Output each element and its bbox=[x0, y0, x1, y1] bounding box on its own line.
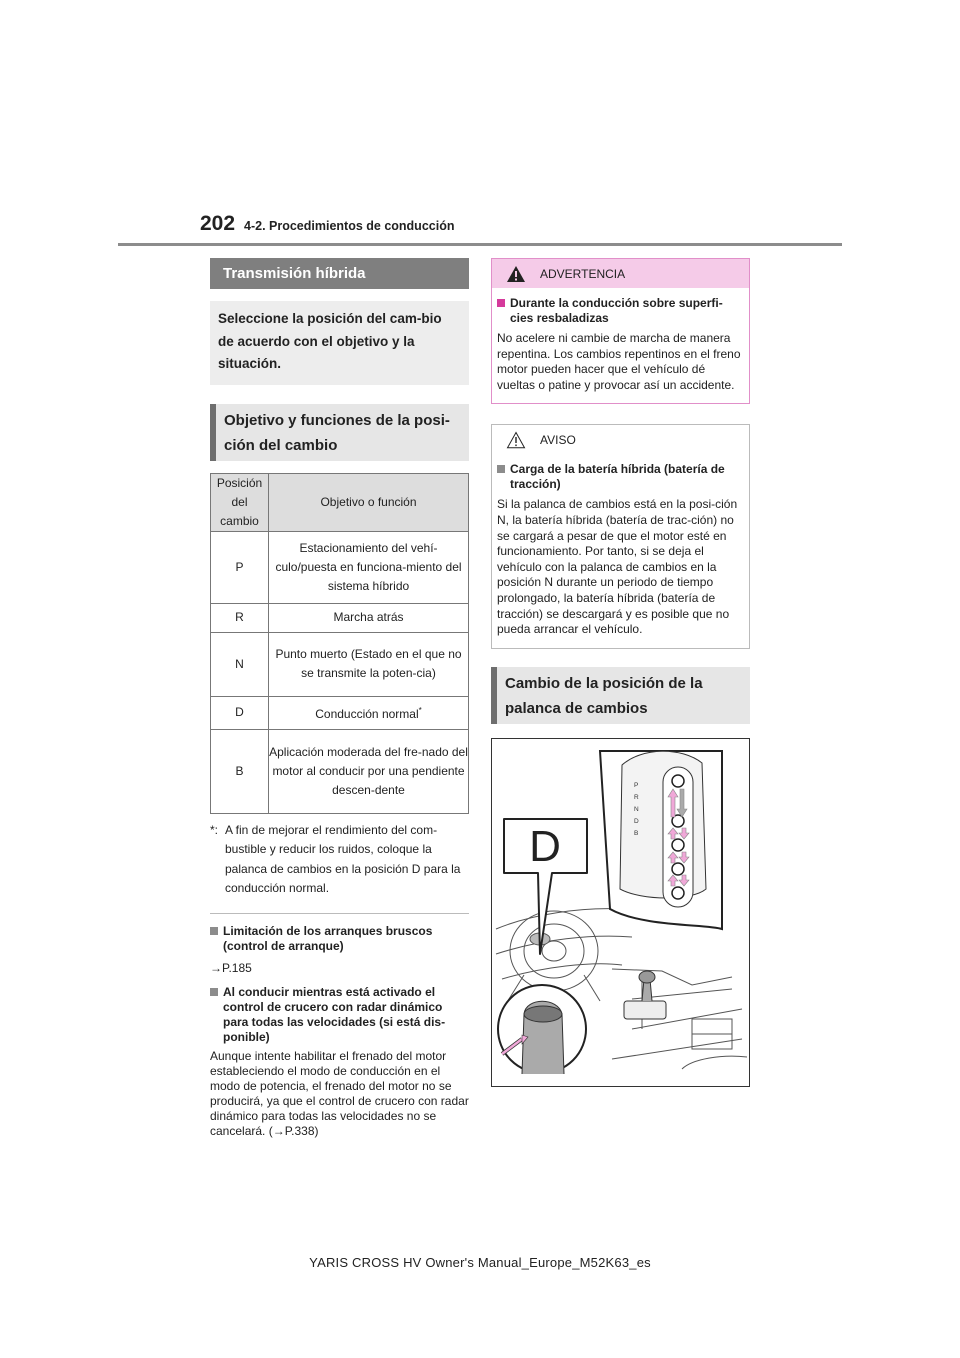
gate-label-n: N bbox=[634, 805, 639, 813]
table-row bbox=[211, 603, 469, 632]
table-cell-position: N bbox=[211, 632, 269, 696]
chapter-title: 4-2. Procedimientos de conducción bbox=[244, 219, 455, 233]
table-cell-function: Estacionamiento del vehí-culo/puesta en funciona-miento del sistema híbrido bbox=[269, 531, 469, 603]
shift-lever-illustration bbox=[491, 738, 750, 1087]
left-column bbox=[210, 258, 469, 1139]
shift-position-table bbox=[210, 473, 469, 814]
table-row bbox=[211, 531, 469, 603]
table-cell-position: R bbox=[211, 603, 269, 632]
table-cell-function-text: Conducción normal bbox=[315, 707, 419, 721]
table-cell-function: Punto muerto (Estado en el que no se transmite la poten-cia) bbox=[269, 632, 469, 696]
table-cell-position: B bbox=[211, 729, 269, 813]
footnote-text: A fin de mejorar el rendimiento del com-bustible y reducir los ruidos, coloque la palanca de cambios en la posición D para la conducción normal. bbox=[225, 822, 461, 895]
right-column bbox=[491, 258, 750, 1087]
warning-heading bbox=[497, 296, 744, 326]
gate-label-b: B bbox=[634, 829, 639, 837]
table-cell-position: P bbox=[211, 531, 269, 603]
console-shift-lever-drawing bbox=[624, 971, 666, 1019]
table-row bbox=[211, 632, 469, 696]
table-header-position: Posición del cambio bbox=[211, 473, 269, 531]
table-footnote bbox=[210, 821, 469, 899]
notice-heading bbox=[497, 462, 744, 492]
square-bullet-icon bbox=[210, 927, 218, 935]
footnote-reference: * bbox=[418, 706, 422, 715]
table-row bbox=[211, 696, 469, 729]
page-reference-link[interactable]: →P.185 bbox=[210, 960, 252, 975]
notice-heading-text: Carga de la batería híbrida (batería de tracción) bbox=[510, 462, 725, 492]
notice-box bbox=[491, 424, 750, 648]
page-number: 202 bbox=[200, 212, 236, 235]
gate-label-d: D bbox=[634, 817, 639, 825]
shift-gate-panel bbox=[600, 751, 722, 929]
table-row bbox=[211, 729, 469, 813]
item-heading-text: Limitación de los arranques bruscos (control de arranque) bbox=[223, 923, 433, 953]
table-cell-function bbox=[269, 696, 469, 729]
square-bullet-icon bbox=[497, 465, 505, 473]
shift-knob-zoom-circle bbox=[498, 985, 586, 1074]
item-heading bbox=[210, 985, 469, 1045]
gate-label-p: P bbox=[634, 781, 639, 789]
square-bullet-icon bbox=[497, 299, 505, 307]
item-body-text: Aunque intente habilitar el frenado del motor estableciendo el modo de conducción en el modo de potencia, el frenado del motor no se producirá, ya que el control de crucero con radar dinámico para todas las velocidades no se cancelará. (→P.338) bbox=[210, 1048, 469, 1138]
header-rule bbox=[118, 243, 842, 246]
section-title-bar: Transmisión híbrida bbox=[210, 258, 469, 289]
warning-triangle-icon bbox=[506, 265, 526, 283]
lead-text-box: Seleccione la posición del cam-bio de acuerdo con el objetivo y la situación. bbox=[210, 301, 469, 385]
footnote-mark: *: bbox=[210, 822, 219, 837]
section-divider bbox=[210, 913, 469, 914]
warning-body: No acelere ni cambie de marcha de manera repentina. Los cambios repentinos en el freno motor pueden hacer que el vehículo dé vueltas o patine y provocar así un accidente. bbox=[497, 331, 741, 392]
notice-content bbox=[492, 454, 749, 647]
table-cell-position: D bbox=[211, 696, 269, 729]
callout-d-letter: D bbox=[529, 821, 561, 871]
warning-box bbox=[491, 258, 750, 404]
square-bullet-icon bbox=[210, 988, 218, 996]
footer-text: YARIS CROSS HV Owner's Manual_Europe_M52K63_es bbox=[309, 1255, 651, 1270]
warning-title-bar bbox=[492, 259, 749, 288]
section-heading-functions: Objetivo y funciones de la posi-ción del cambio bbox=[210, 404, 469, 461]
notice-body: Si la palanca de cambios está en la posi-ción N, la batería híbrida (batería de trac-ción) no se cargará a pesar de que el motor esté en funcionamiento. Por tanto, si se deja el vehículo con la palanca de cambios en la posición N durante un periodo de tiempo prolongado, la batería híbrida (batería de tracción) se descargará y es posible que no pueda arrancar el vehículo. bbox=[497, 497, 738, 637]
item-heading bbox=[210, 924, 469, 954]
gate-label-r: R bbox=[634, 793, 639, 801]
notice-title-bar bbox=[492, 425, 749, 454]
table-header-row bbox=[211, 473, 469, 531]
warning-title: ADVERTENCIA bbox=[540, 266, 626, 281]
table-cell-function: Aplicación moderada del fre-nado del motor al conducir por una pendiente descen-dente bbox=[269, 729, 469, 813]
table-cell-function: Marcha atrás bbox=[269, 603, 469, 632]
notice-triangle-icon bbox=[506, 431, 526, 449]
section-heading-shift-change: Cambio de la posición de la palanca de cambios bbox=[491, 667, 750, 724]
table-header-function: Objetivo o función bbox=[269, 473, 469, 531]
warning-heading-text: Durante la conducción sobre superfi-cies resbaladizas bbox=[510, 296, 723, 325]
warning-content bbox=[492, 288, 749, 403]
notice-title: AVISO bbox=[540, 432, 576, 447]
item-heading-text: Al conducir mientras está activado el control de crucero con radar dinámico para todas las velocidades (si está dis-ponible) bbox=[223, 984, 446, 1044]
